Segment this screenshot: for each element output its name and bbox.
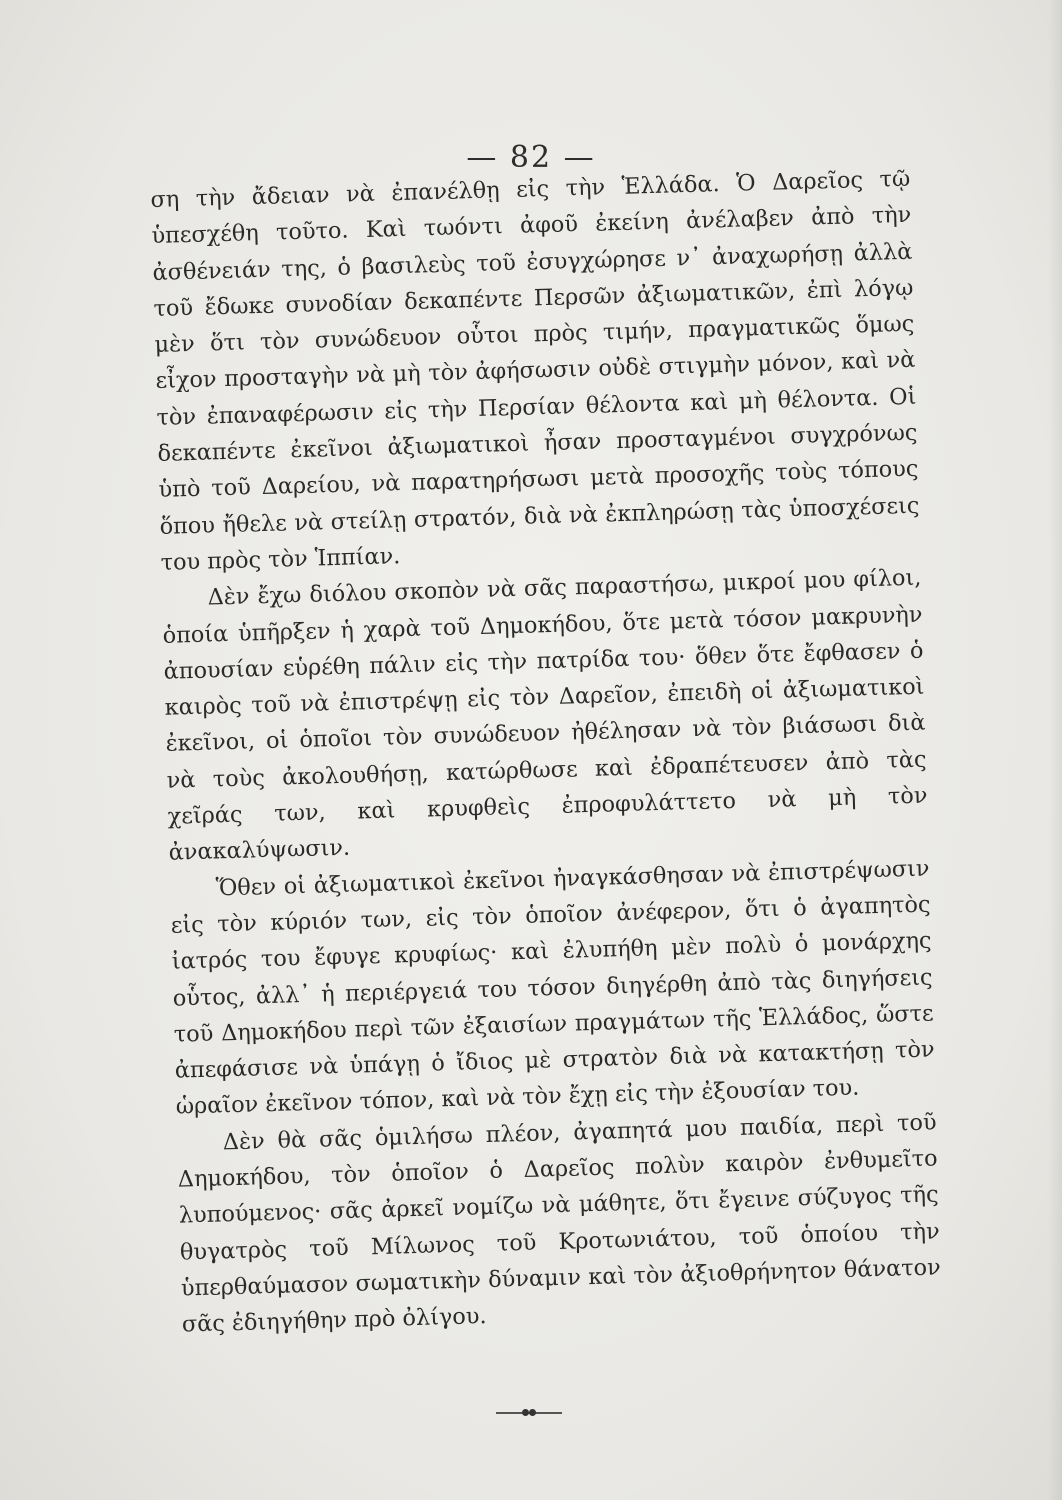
ornament-dot xyxy=(522,1409,529,1416)
body-text xyxy=(150,161,942,1343)
paragraph-3: Ὅθεν οἱ ἀξιωματικοὶ ἐκεῖνοι ἠναγκάσθησαν νὰ ἐπιστρέψωσιν εἰς τὸν κύριόν των, εἰς τὸν ὁποῖον ἀνέφερον, ὅτι ὁ ἀγαπητὸς ἰατρός του ἔφυγε κρυφίως· καὶ ἐλυπήθη μὲν πολὺ ὁ μονάρχης οὗτος, ἀλλ᾽ ἡ περιέργειά του τόσον διηγέρθη ἀπὸ τὰς διηγήσεις τοῦ Δημοκήδου περὶ τῶν ἐξαισίων πραγμάτων τῆς Ἑλλάδος, ὥστε ἀπεφάσισε νὰ ὑπάγῃ ὁ ἴδιος μὲ στρατὸν διὰ νὰ κατακτήσῃ τὸν ὡραῖον ἐκεῖνον τόπον, καὶ νὰ τὸν ἔχῃ εἰς τὴν ἐξουσίαν του. xyxy=(170,855,935,1121)
paragraph-2: Δὲν ἔχω διόλου σκοπὸν νὰ σᾶς παραστήσω, μικροί μου φίλοι, ὁποία ὑπῆρξεν ἡ χαρὰ τοῦ Δημοκήδου, ὅτε μετὰ τόσον μακρυνὴν ἀπουσίαν εὑρέθη πάλιν εἰς τὴν πατρίδα του· ὅθεν ὅτε ἔφθασεν ὁ καιρὸς τοῦ νὰ ἐπιστρέψῃ εἰς τὸν Δαρεῖον, ἐπειδὴ οἱ ἀξιωματικοὶ ἐκεῖνοι, οἱ ὁποῖοι τὸν συνώδευον ἠθέλησαν νὰ τὸν βιάσωσι διὰ νὰ τοὺς ἀκολουθήσῃ, κατώρθωσε καὶ ἐδραπέτευσεν ἀπὸ τὰς χεῖράς των, καὶ κρυφθεὶς ἐπροφυλάττετο νὰ μὴ τὸν ἀνακαλύψωσιν. xyxy=(162,564,928,867)
paragraph-4: Δὲν θὰ σᾶς ὁμιλήσω πλέον, ἀγαπητά μου παιδία, περὶ τοῦ Δημοκήδου, τὸν ὁποῖον ὁ Δαρεῖος πολὺν καιρὸν ἐνθυμεῖτο λυπούμενος· σᾶς ἀρκεῖ νομίζω νὰ μάθητε, ὅτι ἔγεινε σύζυγος τῆς θυγατρὸς τοῦ Μίλωνος τοῦ Κροτωνιάτου, τοῦ ὁποίου τὴν ὑπερθαύμασον σωματικὴν δύναμιν καὶ τὸν ἀξιοθρήνητον θάνατον σᾶς ἐδιηγήθην πρὸ ὀλίγου. xyxy=(177,1109,941,1338)
ornament-dot xyxy=(529,1409,536,1416)
end-ornament xyxy=(496,1408,562,1418)
page-edge-shadow xyxy=(1048,0,1062,1500)
paragraph-1: ση τὴν ἄδειαν νὰ ἐπανέλθῃ εἰς τὴν Ἑλλάδα. Ὁ Δαρεῖος τῷ ὑπεσχέθη τοῦτο. Καὶ τωόντι ἀφοῦ ἐκείνη ἀνέλαβεν ἀπὸ τὴν ἀσθένειάν της, ὁ βασιλεὺς τοῦ ἐσυγχώρησε ν᾽ ἀναχωρήσῃ ἀλλὰ τοῦ ἔδωκε συνοδίαν δεκαπέντε Περσῶν ἀξιωματικῶν, ἐπὶ λόγῳ μὲν ὅτι τὸν συνώδευον οὗτοι πρὸς τιμήν, πραγματικῶς ὅμως εἶχον προσταγὴν νὰ μὴ τὸν ἀφήσωσιν οὐδὲ στιγμὴν μόνον, καὶ νὰ τὸν ἐπαναφέρωσιν εἰς τὴν Περσίαν θέλοντα καὶ μὴ θέλοντα. Οἱ δεκαπέντε ἐκεῖνοι ἀξιωματικοὶ ἦσαν προσταγμένοι συγχρόνως ὑπὸ τοῦ Δαρείου, νὰ παρατηρήσωσι μετὰ προσοχῆς τοὺς τόπους ὅπου ἤθελε νὰ στείλῃ στρατόν, διὰ νὰ ἐκπληρώσῃ τὰς ὑποσχέσεις του πρὸς τὸν Ἱππίαν. xyxy=(150,165,920,576)
page-number: — 82 — xyxy=(466,140,596,175)
